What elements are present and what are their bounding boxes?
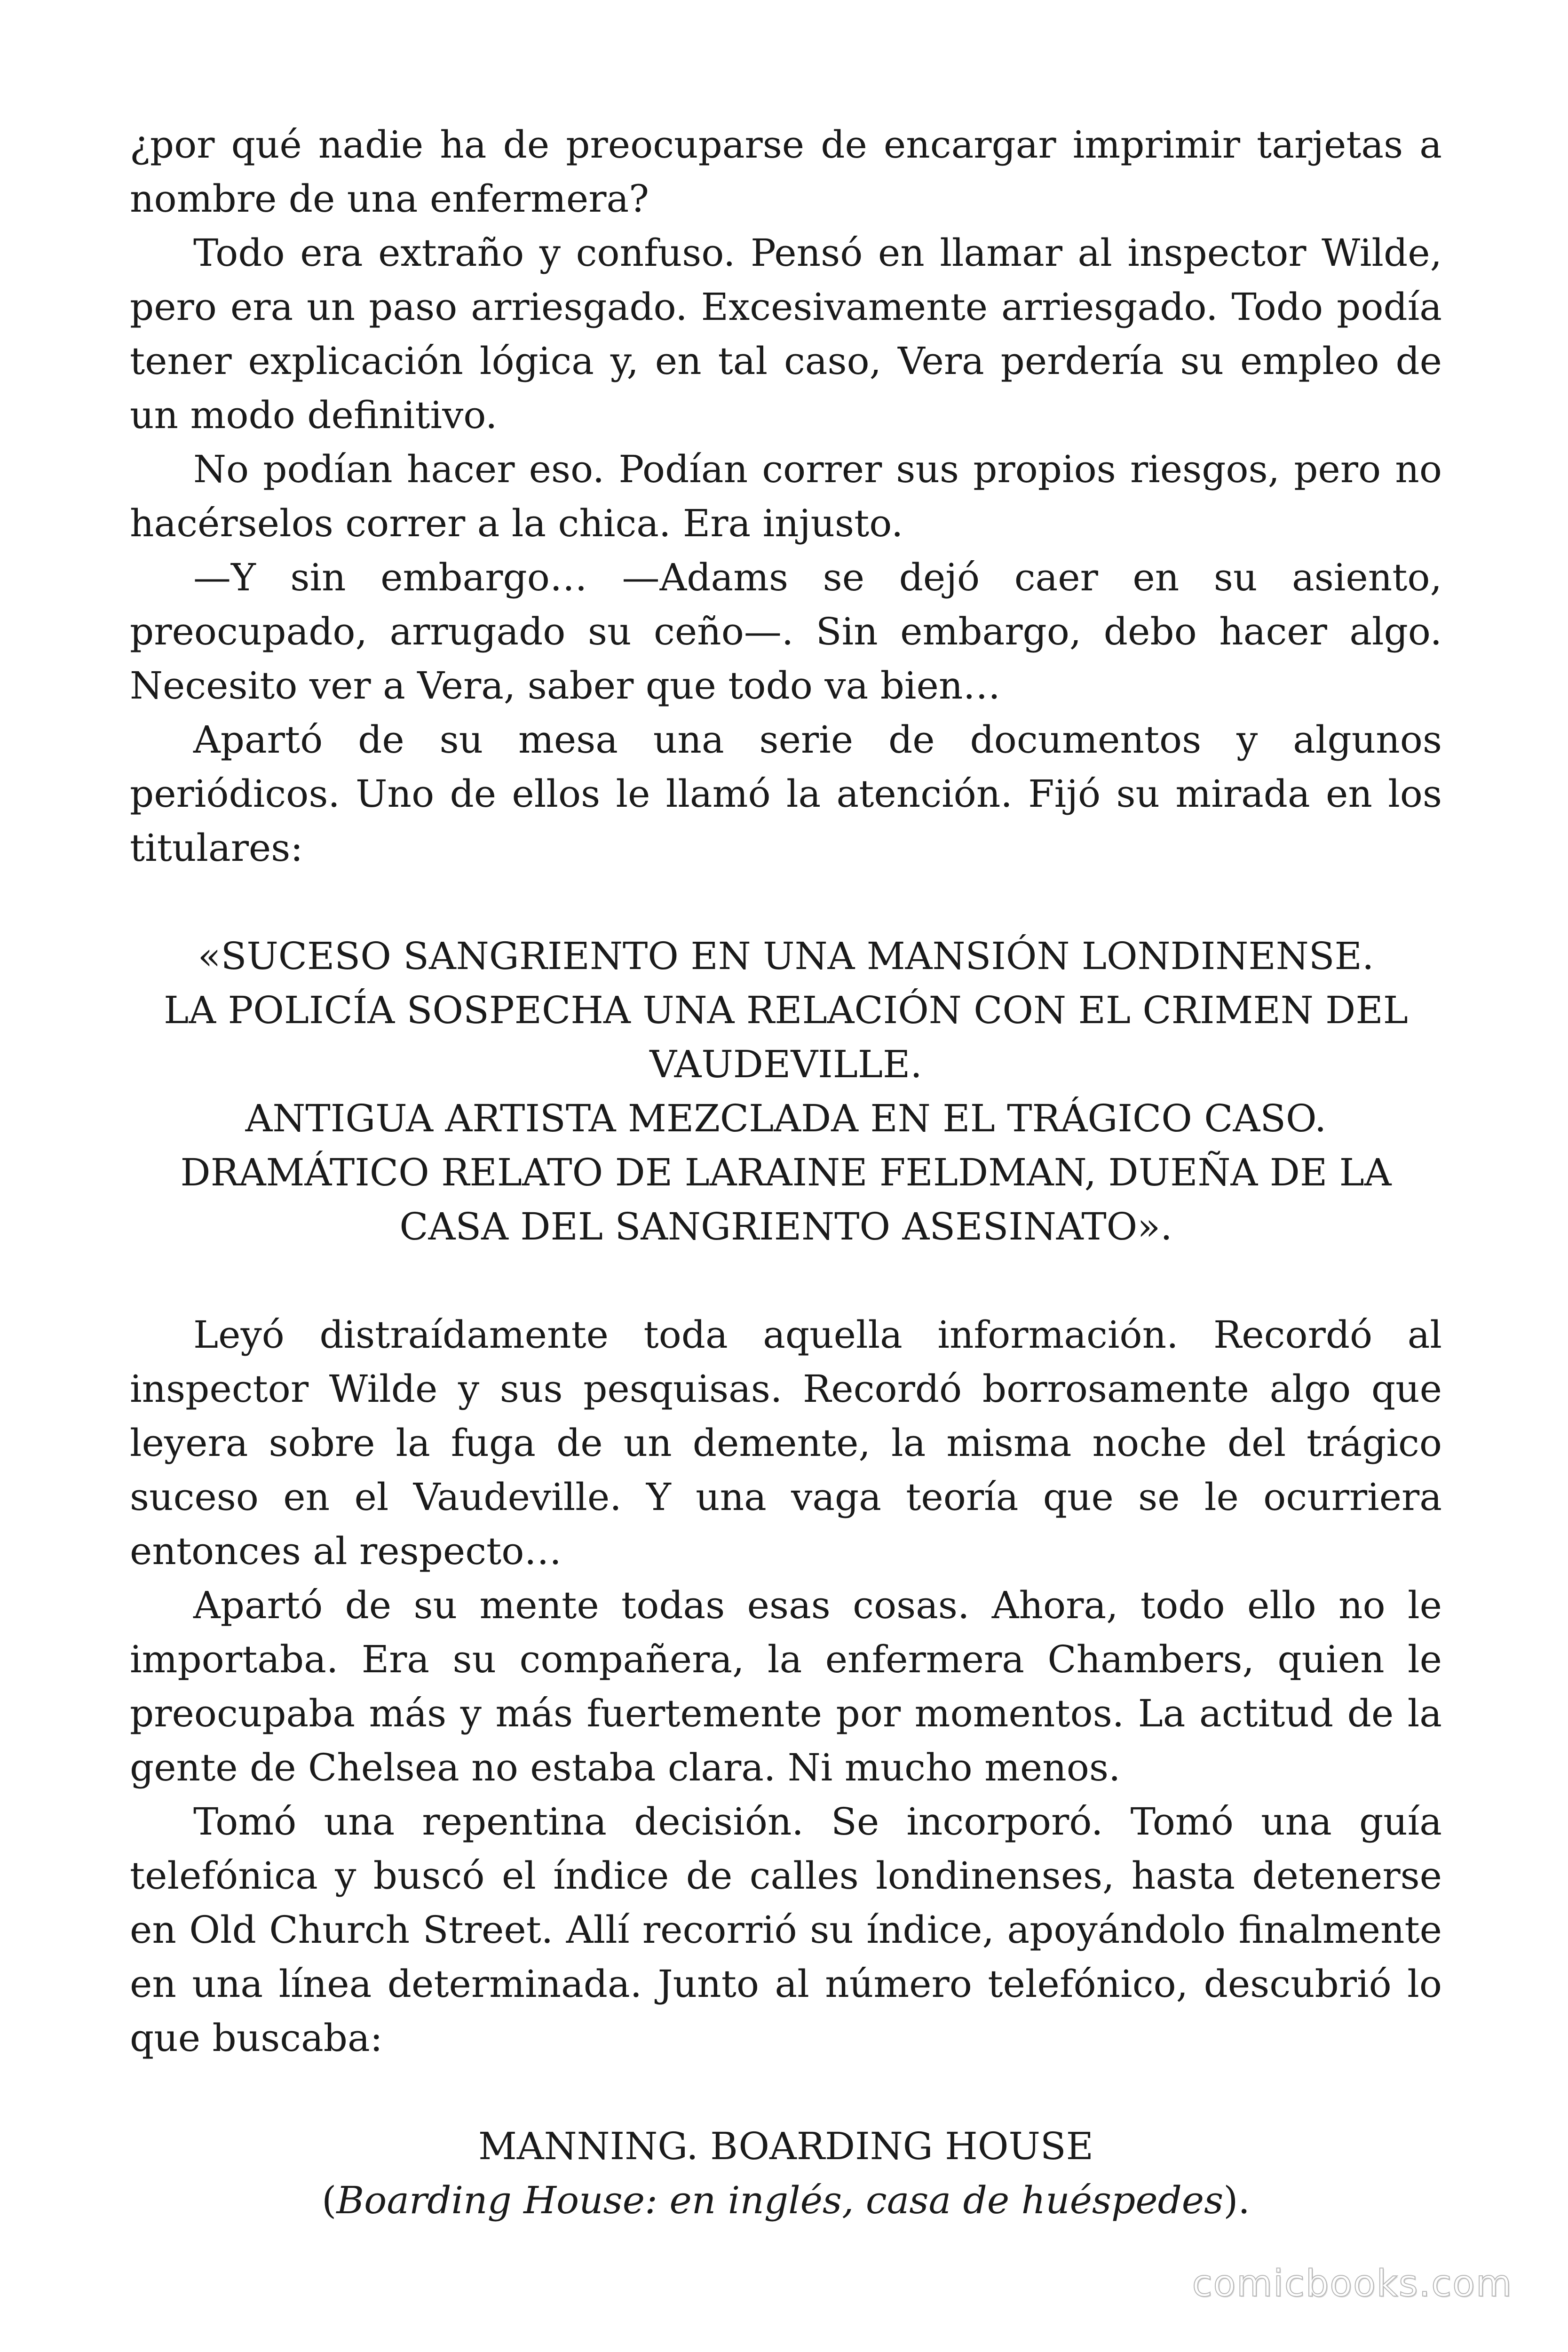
watermark: comicbooks.com <box>1192 2263 1513 2305</box>
paragraph: Leyó distraídamente toda aquella información. Recordó al inspector Wilde y sus pesquisas. Recordó borrosamente algo que leyera sobre la fuga de un demente, la misma noche del trágico suceso en el Vaudeville. Y una vaga teoría que se le ocurriera entonces al respecto… <box>130 1313 1442 1573</box>
paragraph: Apartó de su mesa una serie de documentos y algunos periódicos. Uno de ellos le llamó la atención. Fijó su mirada en los titulares: <box>130 718 1442 870</box>
paragraph: Todo era extraño y confuso. Pensó en llamar al inspector Wilde, pero era un paso arriesgado. Excesivamente arriesgado. Todo podía tener explicación lógica y, en tal caso, Vera perdería su empleo de un modo definitivo. <box>130 231 1442 437</box>
book-page <box>130 118 1442 2227</box>
headline-line: «SUCESO SANGRIENTO EN UNA MANSIÓN LONDINENSE. <box>198 934 1374 978</box>
newspaper-headlines <box>130 929 1442 1254</box>
listing-title: MANNING. BOARDING HOUSE <box>478 2124 1094 2168</box>
note-close: ). <box>1223 2178 1250 2222</box>
dialogue-paragraph: —Y sin embargo… —Adams se dejó caer en su asiento, preocupado, arrugado su ceño—. Sin embargo, debo hacer algo. Necesito ver a Vera, saber que todo va bien… <box>130 556 1442 707</box>
directory-listing <box>130 2119 1442 2227</box>
paragraph: Apartó de su mente todas esas cosas. Ahora, todo ello no le importaba. Era su compañera, la enfermera Chambers, quien le preocupaba más y más fuertemente por momentos. La actitud de la gente de Chelsea no estaba clara. Ni mucho menos. <box>130 1583 1442 1789</box>
paragraph: No podían hacer eso. Podían correr sus propios riesgos, pero no hacérselos correr a la chica. Era injusto. <box>130 447 1442 545</box>
headline-line: ANTIGUA ARTISTA MEZCLADA EN EL TRÁGICO CASO. <box>245 1097 1327 1140</box>
note-open: ( <box>322 2178 337 2222</box>
listing-note <box>130 2173 1442 2227</box>
paragraph: Tomó una repentina decisión. Se incorporó. Tomó una guía telefónica y buscó el índice de calles londinenses, hasta detenerse en Old Church Street. Allí recorrió su índice, apoyándolo finalmente en una línea determinada. Junto al número telefónico, descubrió lo que buscaba: <box>130 1800 1442 2060</box>
headline-line: DRAMÁTICO RELATO DE LARAINE FELDMAN, DUEÑA DE LA CASA DEL SANGRIENTO ASESINATO». <box>180 1151 1392 1248</box>
headline-line: LA POLICÍA SOSPECHA UNA RELACIÓN CON EL CRIMEN DEL VAUDEVILLE. <box>164 988 1408 1086</box>
note-italic: Boarding House: en inglés, casa de huéspedes <box>336 2178 1224 2222</box>
paragraph-continued: ¿por qué nadie ha de preocuparse de encargar imprimir tarjetas a nombre de una enfermera? <box>130 123 1442 221</box>
